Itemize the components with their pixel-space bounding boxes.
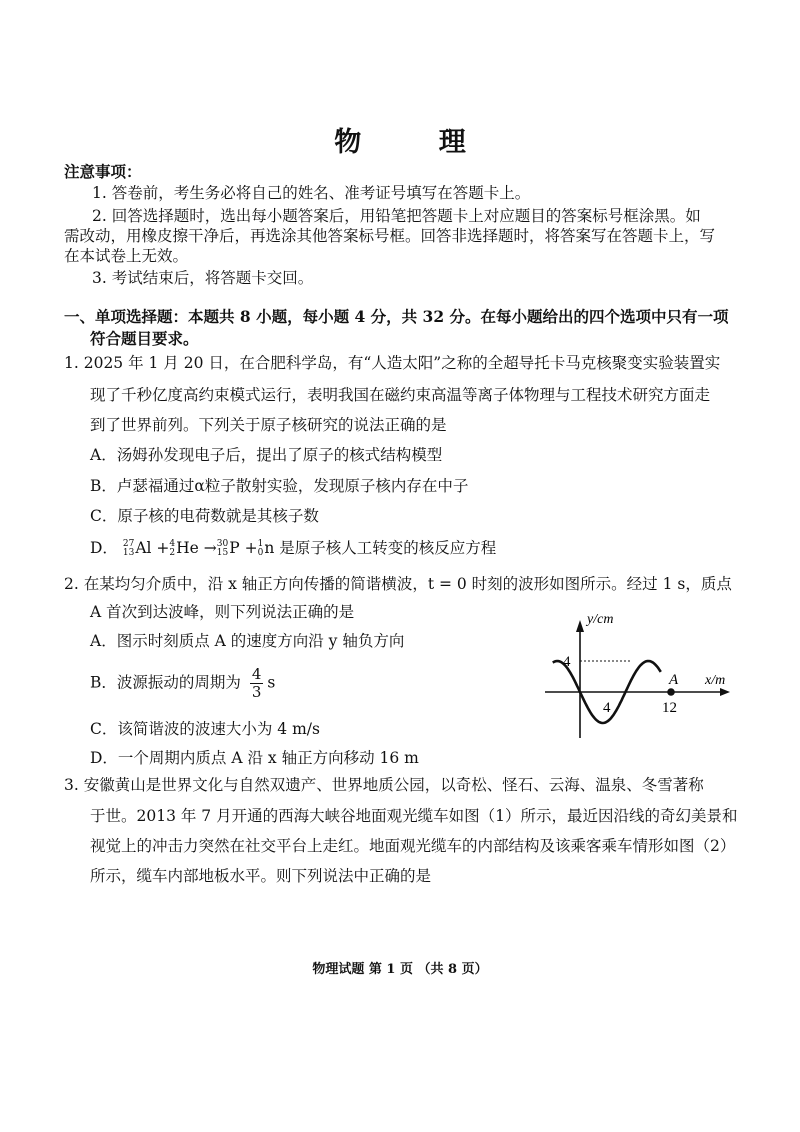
q3-stem-line1: 3. 安徽黄山是世界文化与自然双遗产、世界地质公园，以奇松、怪石、云海、温泉、冬雪著称	[64, 776, 704, 794]
n-mass-number: 1	[257, 539, 264, 549]
nuclide-p-numbers	[217, 540, 228, 558]
fraction-numerator: 4	[251, 665, 262, 683]
p-symbol: P	[229, 539, 240, 557]
notice-item-1: 1. 答卷前，考生务必将自己的姓名、准考证号填写在答题卡上。	[92, 184, 531, 202]
q1-option-d-label: D．	[90, 539, 118, 557]
he-mass-number: 4	[169, 539, 176, 549]
n-symbol: n	[264, 539, 275, 557]
p-atomic-number: 15	[216, 548, 229, 558]
x-axis-arrow	[720, 688, 730, 696]
q1-stem-line3: 到了世界前列。下列关于原子核研究的说法正确的是	[90, 416, 447, 434]
al-mass-number: 27	[122, 539, 135, 549]
notice-item-2-line1: 2. 回答选择题时，选出每小题答案后，用铅笔把答题卡上对应题目的答案标号框涂黑。如	[92, 207, 701, 225]
notice-item-2-line2: 需改动，用橡皮擦干净后，再选涂其他答案标号框。回答非选择题时，将答案写在答题卡上，写	[64, 227, 716, 245]
nuclide-he-numbers	[169, 540, 175, 558]
q1-option-a: A．汤姆孙发现电子后，提出了原子的核式结构模型	[90, 446, 443, 464]
n-atomic-number: 0	[257, 548, 264, 558]
q2-stem-line1: 2. 在某均匀介质中，沿 x 轴正方向传播的简谐横波，t = 0 时刻的波形如图所示。经过 1 s，质点	[64, 575, 732, 593]
p-mass-number: 30	[216, 539, 229, 549]
wave-figure	[540, 608, 740, 740]
period-unit: s	[267, 673, 276, 692]
al-symbol: Al	[135, 539, 152, 557]
nuclide-al-numbers	[123, 540, 134, 558]
notice-item-3: 3. 考试结束后，将答题卡交回。	[92, 269, 314, 287]
he-symbol: He	[176, 539, 199, 557]
q2-option-c: C．该简谐波的波速大小为 4 m/s	[90, 720, 320, 738]
q1-option-d-text: 是原子核人工转变的核反应方程	[279, 539, 497, 557]
point-a-label: A	[669, 672, 679, 688]
q1-stem-line2: 现了千秒亿度高约束模式运行，表明我国在磁约束高温等离子体物理与工程技术研究方面走	[90, 386, 711, 404]
q3-stem-line3: 视觉上的冲击力突然在社交平台上走红。地面观光缆车的内部结构及该乘客乘车情形如图（2）	[90, 837, 736, 855]
q1-option-c: C．原子核的电荷数就是其核子数	[90, 507, 319, 525]
y-axis-arrow	[576, 620, 584, 632]
q3-stem-line4: 所示，缆车内部地板水平。则下列说法中正确的是	[90, 867, 432, 885]
page-title: 物 理	[334, 127, 500, 158]
he-atomic-number: 2	[169, 548, 176, 558]
q2-option-d: D．一个周期内质点 A 沿 x 轴正方向移动 16 m	[90, 749, 419, 767]
plus-sign: +	[244, 539, 258, 557]
nuclide-n-numbers	[258, 540, 264, 558]
q1-option-d	[90, 536, 496, 558]
q1-option-b: B．卢瑟福通过α粒子散射实验，发现原子核内存在中子	[90, 477, 469, 495]
section-heading-line1: 一、单项选择题：本题共 8 小题，每小题 4 分，共 32 分。在每小题给出的四个选项中只有一项	[64, 307, 729, 326]
plus-sign: +	[156, 539, 170, 557]
point-a-marker	[667, 688, 675, 696]
section-heading-line2: 符合题目要求。	[90, 329, 199, 348]
al-atomic-number: 13	[122, 548, 135, 558]
x-tick-label-4: 4	[603, 700, 611, 716]
q1-stem-line1: 1. 2025 年 1 月 20 日，在合肥科学岛，有“人造太阳”之称的全超导托卡马克核聚变实验装置实	[64, 354, 721, 372]
notice-header: 注意事项：	[64, 162, 142, 181]
x-tick-label-12: 12	[662, 700, 677, 716]
q3-stem-line2: 于世。2013 年 7 月开通的西海大峡谷地面观光缆车如图（1）所示，最近因沿线的奇幻美景和	[90, 807, 738, 825]
period-fraction	[250, 666, 264, 701]
fraction-denominator: 3	[251, 683, 262, 701]
q2-option-a: A．图示时刻质点 A 的速度方向沿 y 轴负方向	[90, 632, 405, 650]
notice-item-2-line3: 在本试卷上无效。	[64, 247, 189, 265]
page-footer: 物理试题 第 1 页 （共 8 页）	[312, 962, 488, 977]
q2-option-b	[90, 666, 275, 701]
y-axis-label: y/cm	[587, 612, 614, 627]
y-tick-label: 4	[563, 654, 571, 670]
x-axis-label: x/m	[705, 673, 726, 688]
q2-option-b-text: B．波源振动的周期为	[90, 673, 241, 692]
q2-stem-line2: A 首次到达波峰，则下列说法正确的是	[90, 603, 355, 621]
reaction-arrow: →	[203, 539, 217, 557]
